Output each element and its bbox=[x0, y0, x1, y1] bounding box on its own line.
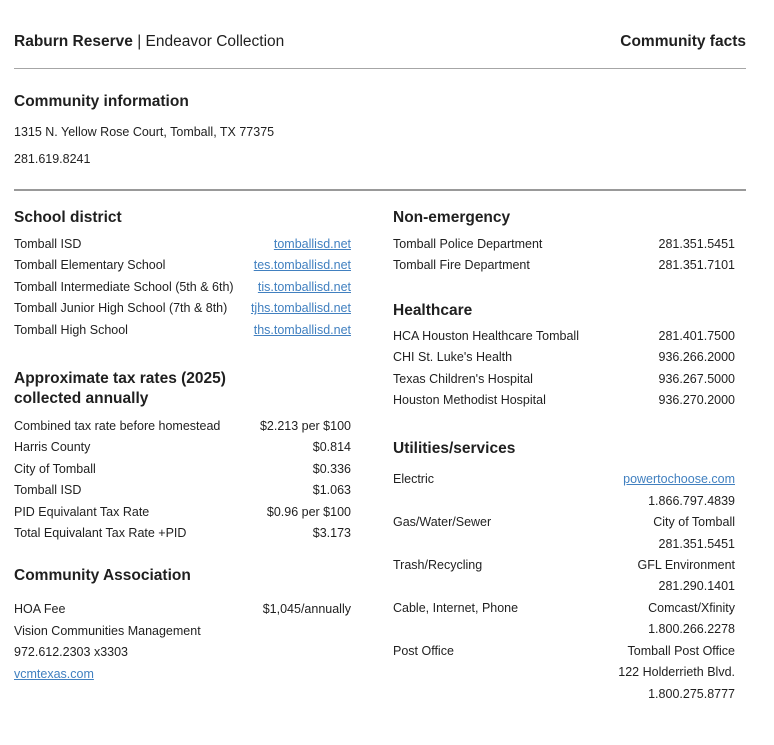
school-name: Tomball High School bbox=[14, 322, 128, 337]
utility-label: Cable, Internet, Phone bbox=[393, 600, 519, 615]
utility-address: 122 Holderrieth Blvd. bbox=[618, 665, 735, 680]
hospital-name: Texas Children's Hospital bbox=[393, 371, 533, 386]
section-community-association bbox=[14, 566, 351, 685]
tax-label: PID Equivalant Tax Rate bbox=[14, 504, 150, 519]
section-school-district bbox=[14, 208, 351, 341]
community-phone: 281.619.8241 bbox=[14, 152, 91, 166]
hoa-website-link[interactable]: vcmtexas.com bbox=[14, 666, 94, 681]
hospital-name: Houston Methodist Hospital bbox=[393, 393, 546, 408]
hoa-fee-row bbox=[14, 599, 351, 620]
tax-label: Combined tax rate before homestead bbox=[14, 419, 221, 434]
healthcare-heading: Healthcare bbox=[393, 301, 473, 319]
hoa-management-name: Vision Communities Management bbox=[14, 623, 201, 638]
utility-provider: City of Tomball bbox=[653, 515, 735, 530]
school-district-heading: School district bbox=[14, 209, 122, 226]
utilities-heading: Utilities/services bbox=[393, 440, 516, 458]
community-name: Raburn Reserve bbox=[14, 33, 133, 50]
school-row bbox=[14, 234, 351, 255]
utilities-rows bbox=[393, 469, 735, 704]
hospital-phone: 936.267.5000 bbox=[658, 371, 735, 386]
utility-phone: 1.800.266.2278 bbox=[648, 622, 735, 637]
tax-value: $2.213 per $100 bbox=[259, 419, 351, 434]
hoa-phone: 972.612.2303 x3303 bbox=[14, 645, 128, 660]
school-row bbox=[14, 255, 351, 276]
utility-provider: GFL Environment bbox=[637, 558, 735, 573]
utility-phone: 1.800.275.8777 bbox=[648, 686, 735, 701]
non-emergency-heading: Non-emergency bbox=[393, 209, 511, 226]
community-association-rows bbox=[14, 599, 351, 685]
utility-label: Gas/Water/Sewer bbox=[393, 515, 492, 530]
tax-row bbox=[14, 416, 351, 437]
tax-rates-rows bbox=[14, 416, 351, 544]
brand-divider: | bbox=[137, 33, 142, 50]
section-healthcare bbox=[393, 301, 735, 412]
tax-value: $0.336 bbox=[312, 461, 351, 476]
healthcare-row bbox=[393, 326, 735, 347]
school-name: Tomball Junior High School (7th & 8th) bbox=[14, 301, 228, 316]
school-name: Tomball ISD bbox=[14, 237, 82, 251]
utility-row-post-office bbox=[393, 641, 735, 705]
tax-row bbox=[14, 523, 351, 544]
section-tax-rates bbox=[14, 369, 351, 544]
section-community-information bbox=[14, 92, 746, 167]
electric-provider-link[interactable]: powertochoose.com bbox=[623, 472, 735, 487]
utility-values bbox=[638, 555, 736, 598]
community-association-heading: Community Association bbox=[14, 567, 191, 585]
utility-phone: 281.290.1401 bbox=[658, 579, 735, 594]
tax-label: Harris County bbox=[14, 440, 91, 455]
department-phone: 281.351.5451 bbox=[658, 237, 735, 251]
school-name: Tomball Intermediate School (5th & 6th) bbox=[14, 279, 234, 294]
utility-values bbox=[653, 512, 735, 555]
hospital-name: HCA Houston Healthcare Tomball bbox=[393, 328, 579, 343]
section-non-emergency bbox=[393, 208, 735, 277]
tax-row bbox=[14, 480, 351, 501]
utility-phone: 281.351.5451 bbox=[658, 536, 735, 551]
non-emergency-row bbox=[393, 234, 735, 255]
page-title: Community facts bbox=[620, 33, 746, 50]
right-column bbox=[393, 191, 735, 705]
utility-row-cable-internet-phone bbox=[393, 598, 735, 641]
utility-row-electric bbox=[393, 469, 735, 512]
department-phone: 281.351.7101 bbox=[658, 258, 735, 273]
tax-row bbox=[14, 437, 351, 458]
utility-row-trash-recycling bbox=[393, 555, 735, 598]
school-row bbox=[14, 298, 351, 319]
utility-row-gas-water-sewer bbox=[393, 512, 735, 555]
utility-phone: 1.866.797.4839 bbox=[648, 493, 735, 508]
utility-provider: Tomball Post Office bbox=[627, 643, 735, 658]
tax-value: $1.063 bbox=[312, 483, 351, 498]
content-columns bbox=[14, 191, 746, 705]
tax-label: Tomball ISD bbox=[14, 483, 82, 498]
document-header bbox=[14, 0, 746, 51]
hoa-fee-value: $1,045/annually bbox=[262, 602, 351, 617]
tax-value: $3.173 bbox=[312, 526, 351, 541]
school-website-link[interactable]: ths.tomballisd.net bbox=[253, 322, 351, 337]
header-divider bbox=[14, 68, 746, 69]
hospital-phone: 936.270.2000 bbox=[658, 393, 735, 408]
tax-value: $0.96 per $100 bbox=[266, 504, 351, 519]
utility-label: Post Office bbox=[393, 643, 454, 658]
section-utilities bbox=[393, 439, 735, 704]
school-row bbox=[14, 320, 351, 341]
utility-provider: Comcast/Xfinity bbox=[648, 600, 735, 615]
tax-label: Total Equivalant Tax Rate +PID bbox=[14, 526, 187, 541]
utility-values bbox=[648, 598, 735, 641]
school-website-link[interactable]: tjhs.tomballisd.net bbox=[250, 301, 351, 316]
school-name: Tomball Elementary School bbox=[14, 258, 166, 273]
community-information-heading: Community information bbox=[14, 93, 189, 110]
school-website-link[interactable]: tomballisd.net bbox=[273, 237, 351, 251]
school-row bbox=[14, 277, 351, 298]
left-column bbox=[14, 191, 351, 705]
tax-rates-heading: Approximate tax rates (2025) collected annually bbox=[14, 370, 226, 408]
healthcare-row bbox=[393, 369, 735, 390]
hospital-phone: 281.401.7500 bbox=[658, 328, 735, 343]
hoa-fee-label: HOA Fee bbox=[14, 602, 66, 617]
community-address: 1315 N. Yellow Rose Court, Tomball, TX 77375 bbox=[14, 125, 275, 139]
non-emergency-row bbox=[393, 255, 735, 276]
utility-values bbox=[623, 469, 735, 512]
hospital-name: CHI St. Luke's Health bbox=[393, 350, 513, 365]
school-website-link[interactable]: tis.tomballisd.net bbox=[257, 279, 351, 294]
tax-label: City of Tomball bbox=[14, 461, 96, 476]
utility-label: Trash/Recycling bbox=[393, 558, 483, 573]
community-brand bbox=[14, 33, 284, 51]
collection-name: Endeavor Collection bbox=[145, 33, 285, 50]
healthcare-row bbox=[393, 390, 735, 411]
utility-values bbox=[618, 641, 735, 705]
department-name: Tomball Fire Department bbox=[393, 258, 530, 273]
utility-label: Electric bbox=[393, 472, 434, 487]
non-emergency-rows bbox=[393, 234, 735, 277]
healthcare-row bbox=[393, 347, 735, 368]
tax-row bbox=[14, 502, 351, 523]
tax-row bbox=[14, 459, 351, 480]
school-district-rows bbox=[14, 234, 351, 341]
hospital-phone: 936.266.2000 bbox=[658, 350, 735, 365]
school-website-link[interactable]: tes.tomballisd.net bbox=[253, 258, 351, 273]
tax-value: $0.814 bbox=[312, 440, 351, 455]
healthcare-rows bbox=[393, 326, 735, 412]
department-name: Tomball Police Department bbox=[393, 237, 543, 251]
